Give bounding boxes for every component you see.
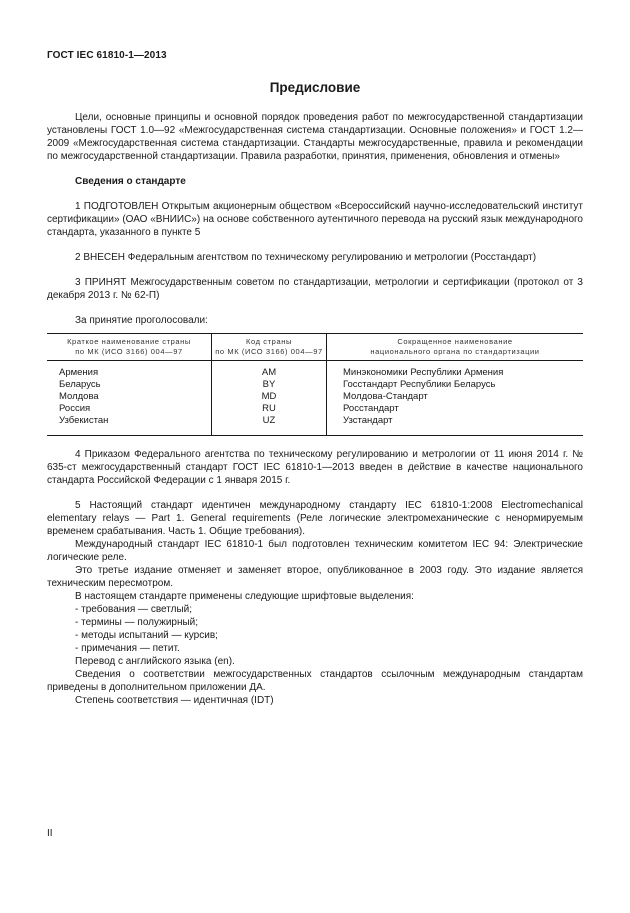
code-cell: BY (212, 379, 327, 391)
font-list-item: - термины — полужирный; (75, 617, 199, 628)
item-5-tc-paragraph: Международный стандарт IEC 61810-1 был подготовлен техническим комитетом IEC 94: Электрические логические реле. (47, 539, 583, 563)
table-row (47, 415, 583, 436)
content-body (47, 111, 583, 707)
col-header-country-line2: по МК (ИСО 3166) 004—97 (75, 347, 183, 356)
table-header-row (47, 334, 583, 361)
col-header-country-line1: Краткое наименование страны (67, 337, 191, 346)
translation-note: Перевод с английского языка (en). (75, 656, 235, 667)
item-3-paragraph: 3 ПРИНЯТ Межгосударственным советом по стандартизации, метрологии и сертификации (протокол от 3 декабря 2013 г. № 62-П) (47, 277, 583, 301)
section-heading: Сведения о стандарте (75, 176, 186, 187)
item-4-paragraph: 4 Приказом Федерального агентства по техническому регулированию и метрологии от 11 июня 2014 г. № 635-ст межгосударственный стандарт ГОСТ IEC 61810-1—2013 введен в действие в качестве национального стандарта Российской Федерации с 1 января 2015 г. (47, 449, 583, 486)
body-cell: Минэкономики Республики Армения (327, 361, 584, 380)
page-title: Предисловие (269, 80, 361, 95)
vote-intro: За принятие проголосовали: (75, 315, 208, 326)
col-header-code (212, 334, 327, 361)
body-cell: Росстандарт (327, 403, 584, 415)
country-cell: Россия (59, 403, 91, 414)
intro-paragraph: Цели, основные принципы и основной порядок проведения работ по межгосударственной стандартизации установлены ГОСТ 1.0—92 «Межгосударственная система стандартизации. Основные положения» и ГОСТ 1.2—2009 «Межгосударственная система стандартизации. Стандарты межгосударственные, правила и рекомендации по межгосударственной стандартизации. Правила разработки, принятия, применения, обновления и отмены» (47, 112, 583, 162)
code-cell: MD (212, 391, 327, 403)
annex-note: Сведения о соответствии межгосударственных стандартов ссылочным международным стандартам приведены в дополнительном приложении ДА. (47, 669, 583, 693)
col-header-country (47, 334, 212, 361)
agreement-table (47, 333, 583, 436)
code-cell: RU (212, 403, 327, 415)
col-header-code-line1: Код страны (246, 337, 292, 346)
doc-code-header: ГОСТ IEC 61810-1—2013 (47, 50, 167, 61)
page-number: II (47, 828, 53, 839)
country-cell: Узбекистан (47, 415, 212, 436)
item-1-paragraph: 1 ПОДГОТОВЛЕН Открытым акционерным обществом «Всероссийский научно-исследовательский институт сертификации» (ОАО «ВНИИС») на основе собственного аутентичного перевода на русский язык международного стандарта, указанного в пункте 5 (47, 201, 583, 238)
font-list-item: - методы испытаний — курсив; (75, 630, 218, 641)
font-list-item: - требования — светлый; (75, 604, 193, 615)
conformity-note: Степень соответствия — идентичная (IDT) (75, 695, 274, 706)
table-row (47, 361, 583, 380)
col-header-body (327, 334, 584, 361)
col-header-body-line2: национального органа по стандартизации (370, 347, 540, 356)
col-header-body-line1: Сокращенное наименование (397, 337, 513, 346)
font-list-item: - примечания — петит. (75, 643, 180, 654)
table-row (47, 403, 583, 415)
col-header-code-line2: по МК (ИСО 3166) 004—97 (215, 347, 323, 356)
code-cell: AM (212, 361, 327, 380)
country-cell: Молдова (59, 391, 99, 402)
country-cell: Беларусь (59, 379, 101, 390)
body-cell: Молдова-Стандарт (327, 391, 584, 403)
body-cell: Госстандарт Республики Беларусь (327, 379, 584, 391)
item-2-paragraph: 2 ВНЕСЕН Федеральным агентством по техническому регулированию и метрологии (Росстандарт) (75, 252, 537, 263)
item-5-fonts-intro: В настоящем стандарте применены следующие шрифтовые выделения: (75, 591, 414, 602)
country-cell: Армения (59, 367, 99, 378)
code-cell: UZ (212, 415, 327, 436)
body-cell: Узстандарт (327, 415, 584, 436)
table-row (47, 379, 583, 391)
item-5-edition-paragraph: Это третье издание отменяет и заменяет второе, опубликованное в 2003 году. Это издание является техническим пересмотром. (47, 565, 583, 589)
table-row (47, 391, 583, 403)
item-5-paragraph: 5 Настоящий стандарт идентичен международному стандарту IEC 61810-1:2008 Electromechanical elementary relays — Part 1. General requirements (Реле логические электромеханические с ненормируемым временем срабатывания. Часть 1. Общие требования). (47, 500, 583, 537)
